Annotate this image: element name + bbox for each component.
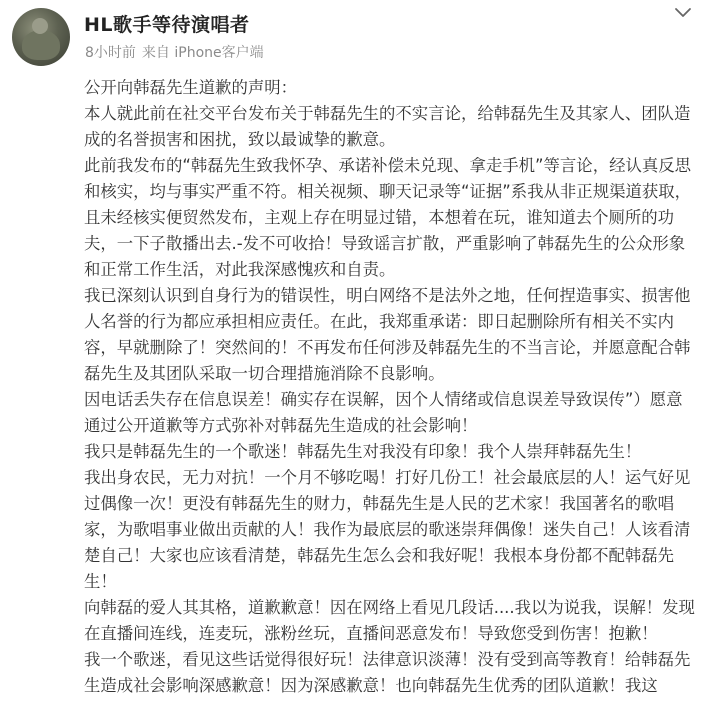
avatar-figure [22, 30, 60, 60]
post-paragraph: 我只是韩磊先生的一个歌迷！韩磊先生对我没有印象！我个人崇拜韩磊先生！ [84, 442, 642, 461]
post-body [84, 75, 696, 699]
chevron-down-icon[interactable] [674, 6, 692, 20]
post-paragraph: 本人就此前在社交平台发布关于韩磊先生的不实言论，给韩磊先生及其家人、团队造成的名誉损害和困扰，致以最诚挚的歉意。 [84, 104, 691, 149]
post-paragraph: 此前我发布的“韩磊先生致我怀孕、承诺补偿未兑现、拿走手机”等言论，经认真反思和核实，均与事实严重不符。相关视频、聊天记录等“证据”系我从非正规渠道获取，且未经核实便贸然发布，主观上存在明显过错，本想着在玩，谁知道去个厕所的功夫，一下子散播出去.-发不可收拾！导致谣言扩散，严重影响了韩磊先生的公众形象和正常工作生活，对此我深感愧疚和自责。 [84, 156, 692, 279]
post-paragraph: 因电话丢失存在信息误差！确实存在误解，因个人情绪或信息误差导致误传”）愿意通过公开道歉等方式弥补对韩磊先生造成的社会影响！ [84, 390, 683, 435]
post-time: 8小时前 [85, 45, 136, 61]
post-paragraph: 我已深刻认识到自身行为的错误性，明白网络不是法外之地，任何捏造事实、损害他人名誉的行为都应承担相应责任。在此，我郑重承诺：即日起删除所有相关不实内容，早就删除了！突然间的！不再发布任何涉及韩磊先生的不当言论，并愿意配合韩磊先生及其团队采取一切合理措施消除不良影响。 [84, 286, 691, 383]
post-meta [85, 42, 264, 62]
post-title: 公开向韩磊先生道歉的声明： [84, 78, 298, 97]
post-paragraph: 向韩磊的爱人其其格，道歉歉意！因在网络上看见几段话....我以为说我，误解！发现在直播间连线，连麦玩，涨粉丝玩，直播间恶意发布！导致您受到伤害！抱歉！ [84, 598, 695, 643]
avatar-head [32, 18, 48, 34]
post-header [0, 0, 708, 72]
post-source: 来自 iPhone客户端 [141, 45, 264, 61]
author-name[interactable]: HL歌手等待演唱者 [84, 14, 250, 36]
post-paragraph: 我出身农民，无力对抗！一个月不够吃喝！打好几份工！社会最底层的人！运气好见过偶像一次！更没有韩磊先生的财力，韩磊先生是人民的艺术家！我国著名的歌唱家，为歌唱事业做出贡献的人！我作为最底层的歌迷崇拜偶像！迷失自己！人该看清楚自己！大家也应该看清楚，韩磊先生怎么会和我好呢！我根本身份都不配韩磊先生！ [84, 468, 691, 591]
post-paragraph: 我一个歌迷，看见这些话觉得很好玩！法律意识淡薄！没有受到高等教育！给韩磊先生造成社会影响深感歉意！因为深感歉意！也向韩磊先生优秀的团队道歉！我这 [84, 650, 691, 695]
avatar[interactable] [12, 8, 70, 66]
